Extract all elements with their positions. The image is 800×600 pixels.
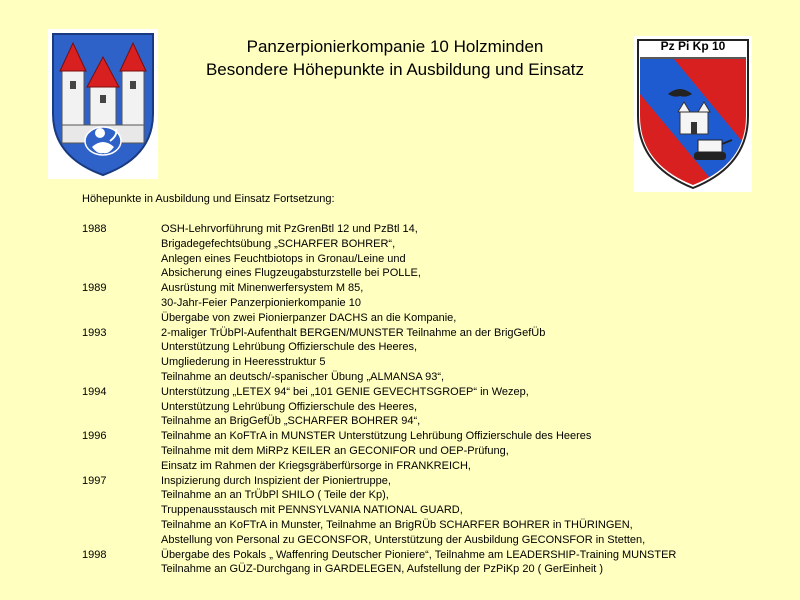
event-line: Teilnahme an BrigGefÜb „SCHARFER BOHRER 94“,	[161, 415, 421, 428]
event-line: Abstellung von Personal zu GECONSFOR, Unterstützung der Ausbildung GECONSFOR in Stetten,	[161, 533, 646, 546]
year-entry	[82, 326, 782, 385]
unit-badge-label: Pz Pi Kp 10	[660, 39, 726, 53]
event-lines	[161, 326, 782, 385]
event-line: Unterstützung Lehrübung Offizierschule des Heeres,	[161, 341, 417, 354]
year-entry	[82, 474, 782, 548]
event-line: Einsatz im Rahmen der Kriegsgräberfürsorge in FRANKREICH,	[161, 459, 471, 472]
event-line: Brigadegefechtsübung „SCHARFER BOHRER“,	[161, 237, 396, 250]
event-line: Übergabe von zwei Pionierpanzer DACHS an die Kompanie,	[161, 311, 457, 324]
year-label: 1997	[82, 474, 107, 487]
event-line: Truppenausstausch mit PENNSYLVANIA NATIONAL GUARD,	[161, 504, 463, 517]
page-title: Panzerpionierkompanie 10 Holzminden	[246, 37, 544, 56]
year-entry	[82, 281, 782, 325]
event-line: Teilnahme mit dem MiRPz KEILER an GECONIFOR und OEP-Prüfung,	[161, 444, 509, 457]
year-label: 1993	[82, 326, 107, 339]
year-label: 1996	[82, 430, 107, 443]
event-line: Umgliederung in Heeresstruktur 5	[161, 356, 326, 369]
event-lines	[161, 474, 782, 548]
event-line: 2-maliger TrÜbPl-Aufenthalt BERGEN/MUNSTER Teilnahme an der BrigGefÜb	[161, 326, 546, 339]
page-subtitle: Besondere Höhepunkte in Ausbildung und Einsatz	[205, 60, 585, 79]
event-line: OSH-Lehrvorführung mit PzGrenBtl 12 und PzBtl 14,	[161, 223, 418, 235]
event-line: Übergabe des Pokals „ Waffenring Deutscher Pioniere“, Teilnahme am LEADERSHIP-Training MUNSTER	[161, 548, 677, 561]
event-line: Ausrüstung mit Minenwerfersystem M 85,	[161, 282, 364, 295]
year-entry	[82, 548, 782, 578]
event-lines	[161, 548, 782, 578]
event-line: Teilnahme an KoFTrA in MUNSTER Unterstützung Lehrübung Offizierschule des Heeres	[161, 430, 592, 443]
year-entry	[82, 385, 782, 429]
event-line: Unterstützung „LETEX 94“ bei „101 GENIE GEVECHTSGROEP“ in Wezep,	[161, 385, 529, 398]
year-label: 1989	[82, 282, 107, 295]
city-coat-of-arms-icon	[48, 29, 158, 179]
year-label: 1998	[82, 548, 107, 561]
highlights-list	[82, 222, 782, 577]
event-line: Teilnahme an GÜZ-Durchgang in GARDELEGEN, Aufstellung der PzPiKp 20 ( GerEinheit )	[161, 563, 604, 576]
event-line: Inspizierung durch Inspizient der Pioniertruppe,	[161, 474, 391, 487]
event-line: Unterstützung Lehrübung Offizierschule des Heeres,	[161, 400, 417, 413]
year-label: 1994	[82, 385, 107, 398]
event-lines	[161, 385, 782, 429]
event-lines	[161, 281, 782, 325]
year-entry	[82, 429, 782, 473]
intro-heading: Höhepunkte in Ausbildung und Einsatz Fortsetzung:	[82, 193, 335, 205]
event-lines	[161, 222, 782, 281]
event-line: Teilnahme an deutsch/-spanischer Übung „ALMANSA 93“,	[161, 370, 445, 383]
event-lines	[161, 429, 782, 473]
year-entry	[82, 222, 782, 281]
year-label: 1988	[82, 223, 107, 235]
unit-badge-icon	[634, 36, 752, 192]
event-line: Teilnahme an KoFTrA in Munster, Teilnahme an BrigRÜb SCHARFER BOHRER in THÜRINGEN,	[161, 518, 633, 531]
event-line: Absicherung eines Flugzeugabsturzstelle bei POLLE,	[161, 267, 421, 280]
event-line: 30-Jahr-Feier Panzerpionierkompanie 10	[161, 296, 361, 309]
event-line: Teilnahme an an TrÜbPl SHILO ( Teile der Kp),	[161, 489, 389, 502]
event-line: Anlegen eines Feuchtbiotops in Gronau/Leine und	[161, 252, 406, 265]
